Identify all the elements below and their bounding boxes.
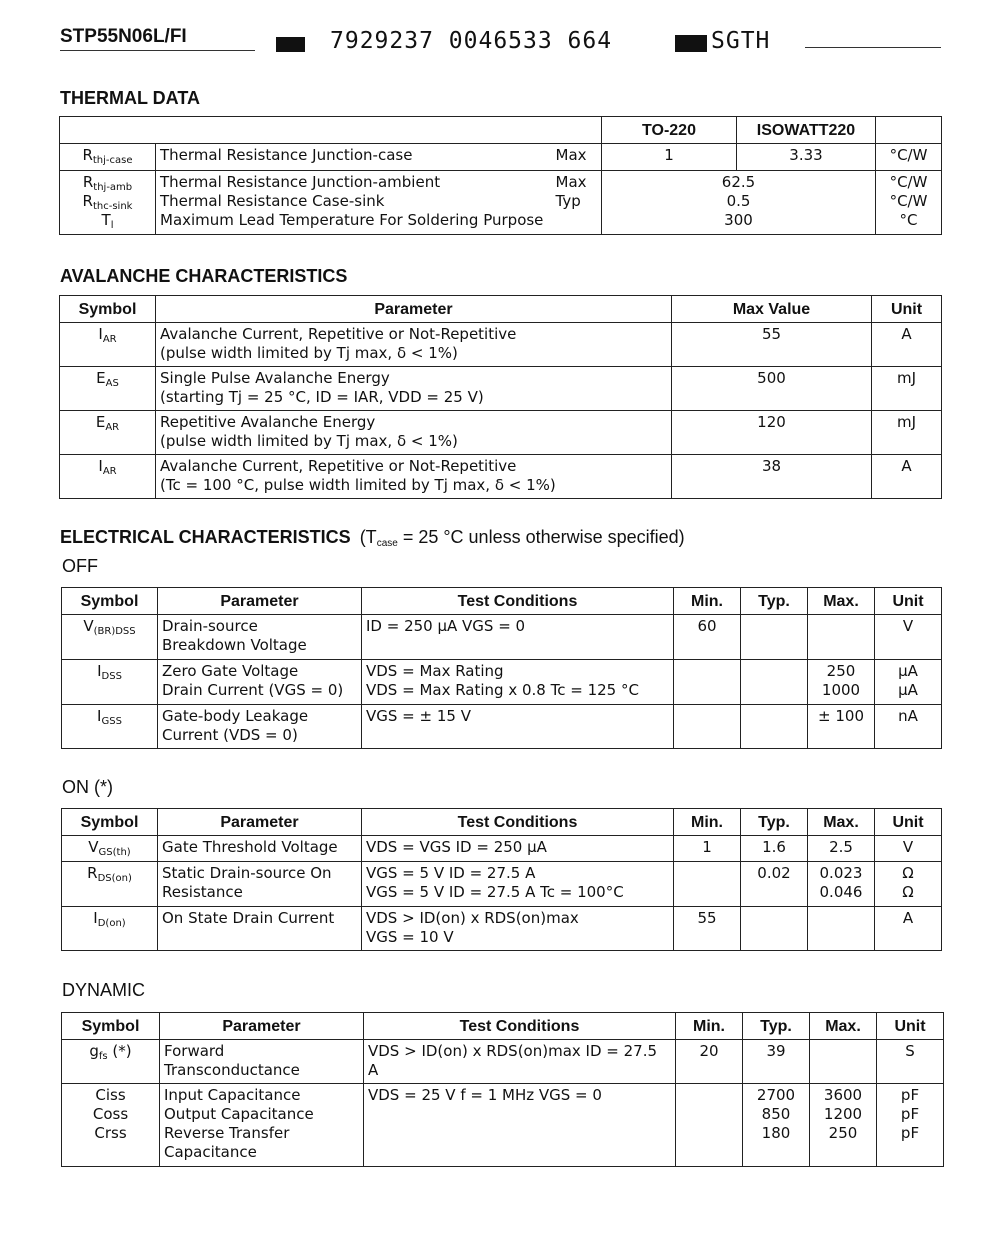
col-to220: TO-220 bbox=[602, 117, 737, 144]
units: °C/W °C/W °C bbox=[876, 171, 942, 235]
black-block-mark-2 bbox=[675, 35, 707, 52]
black-block-mark bbox=[276, 37, 305, 52]
electrical-title-line bbox=[60, 527, 685, 548]
table-row: Ciss Coss Crss Input Capacitance Output Capacitance Reverse Transfer Capacitance VDS = 25 V f = 1 MHz VGS = 0 2700 850 180 3600 1200 250 pF pF pF bbox=[62, 1084, 944, 1167]
value-isowatt: 3.33 bbox=[737, 144, 876, 171]
avalanche-title: AVALANCHE CHARACTERISTICS bbox=[60, 266, 348, 286]
symbol: $R_{thj-case}$ bbox=[60, 144, 156, 171]
electrical-title: ELECTRICAL CHARACTERISTICS bbox=[60, 527, 351, 547]
on-table: Symbol Parameter Test Conditions Min. Typ. Max. Unit $V_{GS(th)}$ Gate Threshold Voltage VDS = VGS ID = 250 µA 1 1.6 2.5 V $R_{DS(on)}$ Static Drain-source On Resistance VGS = 5 V ID = 27.5 A VGS = 5 V ID = 27.5 A Tc = 100°C 0.02 0.023 0.046 Ω Ω $I_{D(on)}$ On State Drain Current VDS > ID(on) x RDS(on)max VGS = 10 V 55 A bbox=[61, 808, 942, 951]
table-row: $V_{(BR)DSS}$ Drain-source Breakdown Voltage ID = 250 µA VGS = 0 60 V bbox=[62, 615, 942, 660]
barcode-number: 7929237 0046533 664 bbox=[330, 28, 613, 54]
on-label: ON (*) bbox=[62, 777, 113, 797]
table-row: $E_{AS}$ Single Pulse Avalanche Energy (starting Tj = 25 °C, ID = IAR, VDD = 25 V) 500 mJ bbox=[60, 367, 942, 411]
parameter: Thermal Resistance Junction-case bbox=[156, 144, 552, 171]
part-number: STP55N06L/FI bbox=[60, 26, 187, 47]
table-row: $I_{DSS}$ Zero Gate Voltage Drain Current (VGS = 0) VDS = Max Rating VDS = Max Rating x 0.8 Tc = 125 °C 250 1000 µA µA bbox=[62, 660, 942, 705]
table-row: $E_{AR}$ Repetitive Avalanche Energy (pulse width limited by Tj max, δ < 1%) 120 mJ bbox=[60, 411, 942, 455]
parameters: Thermal Resistance Junction-ambient Thermal Resistance Case-sink Maximum Lead Temperature For Soldering Purpose bbox=[156, 171, 552, 235]
off-table: Symbol Parameter Test Conditions Min. Typ. Max. Unit $V_{(BR)DSS}$ Drain-source Breakdown Voltage ID = 250 µA VGS = 0 60 V $I_{DSS}$ Zero Gate Voltage Drain Current (VGS = 0) VDS = Max Rating VDS = Max Rating x 0.8 Tc = 125 °C 250 1000 µA µA $I_{GSS}$ Gate-body Leakage Current (VDS = 0) VGS = ± 15 V ± 100 nA bbox=[61, 587, 942, 749]
header-max-value: Max Value bbox=[672, 296, 872, 323]
off-label: OFF bbox=[62, 556, 98, 576]
table-row: $g_{fs}$ (*) Forward Transconductance VDS > ID(on) x RDS(on)max ID = 27.5 A 20 39 S bbox=[62, 1040, 944, 1084]
header-parameter: Parameter bbox=[156, 296, 672, 323]
table-row: $I_{GSS}$ Gate-body Leakage Current (VDS = 0) VGS = ± 15 V ± 100 nA bbox=[62, 705, 942, 749]
header-symbol: Symbol bbox=[60, 296, 156, 323]
symbols: $R_{thj-amb}$ $R_{thc-sink}$ $T_l$ bbox=[60, 171, 156, 235]
table-row: $I_{AR}$ Avalanche Current, Repetitive or Not-Repetitive (Tc = 100 °C, pulse width limited by Tj max, δ < 1%) 38 A bbox=[60, 455, 942, 499]
type: Max bbox=[552, 144, 602, 171]
table-row: $I_{D(on)}$ On State Drain Current VDS > ID(on) x RDS(on)max VGS = 10 V 55 A bbox=[62, 907, 942, 951]
dynamic-table: Symbol Parameter Test Conditions Min. Typ. Max. Unit $g_{fs}$ (*) Forward Transconductance VDS > ID(on) x RDS(on)max ID = 27.5 A 20 39 S Ciss Coss Crss Input Capacitance Output Capacitance Reverse Transfer Capacitance VDS = 25 V f = 1 MHz VGS = 0 2700 850 180 3600 1200 250 pF pF pF bbox=[61, 1012, 944, 1167]
header-rule-left bbox=[60, 50, 255, 51]
thermal-data-table bbox=[59, 116, 942, 235]
thermal-row-junction-case bbox=[60, 144, 942, 171]
types: Max Typ bbox=[552, 171, 602, 235]
values: 62.5 0.5 300 bbox=[602, 171, 876, 235]
table-row: $V_{GS(th)}$ Gate Threshold Voltage VDS = VGS ID = 250 µA 1 1.6 2.5 V bbox=[62, 836, 942, 862]
unit: °C/W bbox=[876, 144, 942, 171]
col-isowatt220: ISOWATT220 bbox=[737, 117, 876, 144]
avalanche-table bbox=[59, 295, 942, 499]
thermal-row-group bbox=[60, 171, 942, 235]
thermal-data-title: THERMAL DATA bbox=[60, 88, 200, 108]
electrical-condition: ($T_{case} = 25$ °C unless otherwise specified) bbox=[359, 527, 685, 549]
dynamic-label: DYNAMIC bbox=[62, 980, 146, 1000]
table-row: $I_{AR}$ Avalanche Current, Repetitive or Not-Repetitive (pulse width limited by Tj max, δ < 1%) 55 A bbox=[60, 323, 942, 367]
value-to220: 1 bbox=[602, 144, 737, 171]
header-rule-right bbox=[805, 47, 941, 48]
brand-code: SGTH bbox=[711, 28, 771, 54]
header-unit: Unit bbox=[872, 296, 942, 323]
table-row: $R_{DS(on)}$ Static Drain-source On Resistance VGS = 5 V ID = 27.5 A VGS = 5 V ID = 27.5 A Tc = 100°C 0.02 0.023 0.046 Ω Ω bbox=[62, 862, 942, 907]
